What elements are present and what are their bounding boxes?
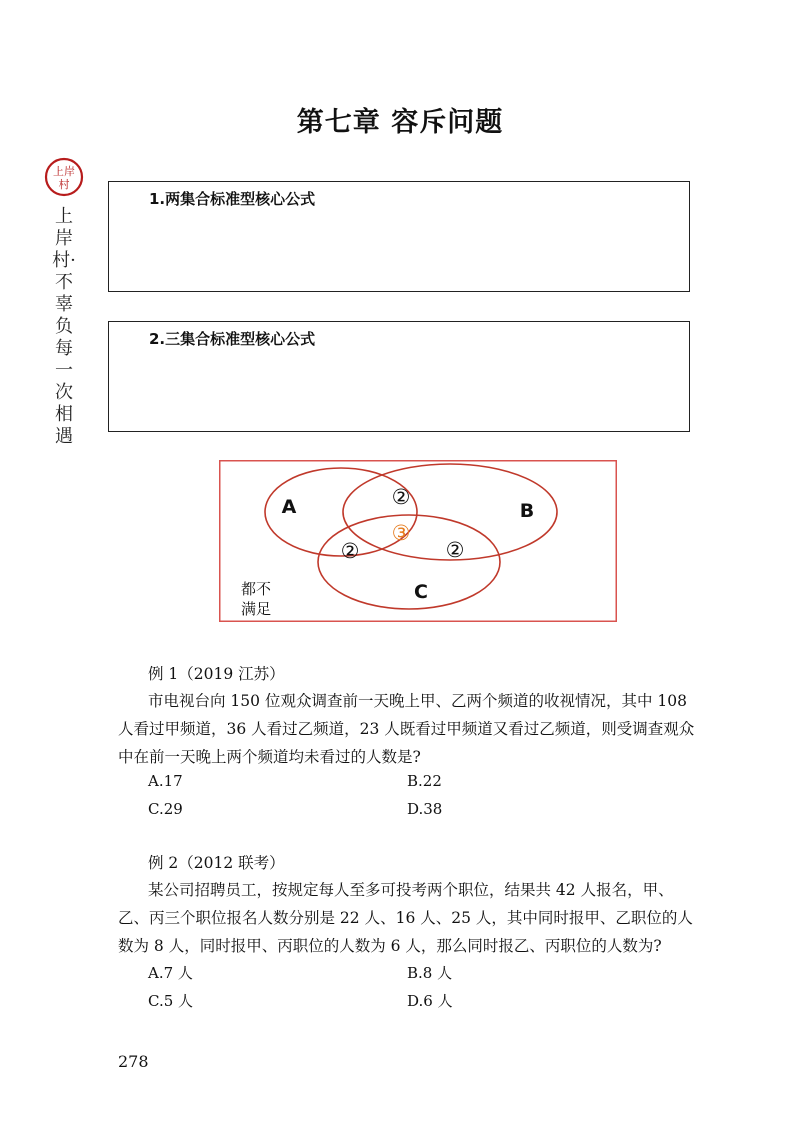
example-2-option-b: B.8 人 xyxy=(407,964,453,982)
example-1-option-c: C.29 xyxy=(148,800,183,818)
venn-outside-line1: 都不 xyxy=(241,580,272,598)
example-1-title: 例 1（2019 江苏） xyxy=(148,665,285,683)
formula-box-three-sets xyxy=(108,321,690,432)
example-2-option-a: A.7 人 xyxy=(148,964,193,982)
example-2-body: 某公司招聘员工，按规定每人至多可投考两个职位，结果共 42 人报名，甲、乙、丙三个职位报名人数分别是 22 人、16 人、25 人，其中同时报甲、乙职位的人数为 8 人，同时报甲、丙职位的人数为 6 人，那么同时报乙、丙职位的人数为? xyxy=(118,881,693,955)
venn-label-b: B xyxy=(519,500,535,522)
formula-box-two-sets xyxy=(108,181,690,292)
svg-text:上岸: 上岸 xyxy=(53,165,75,178)
side-slogan: 上岸村·不辜负每一次相遇 xyxy=(52,206,76,447)
chapter-title: 第七章 容斥问题 xyxy=(296,107,504,138)
venn-diagram xyxy=(219,460,617,622)
example-1-body: 市电视台向 150 位观众调查前一天晚上甲、乙两个频道的收视情况，其中 108 人看过甲频道，36 人看过乙频道，23 人既看过甲频道又看过乙频道，则受调查观众中在前一天晚上两个频道均未看过的人数是? xyxy=(118,692,695,766)
venn-label-c: C xyxy=(414,581,428,603)
venn-region-ab: ② xyxy=(391,485,411,509)
venn-region-bc: ② xyxy=(445,538,465,562)
example-1-option-b: B.22 xyxy=(407,772,442,790)
venn-outside-line2: 满足 xyxy=(241,600,272,618)
formula-box-label: 2.三集合标准型核心公式 xyxy=(149,330,316,348)
example-1-option-d: D.38 xyxy=(407,800,443,818)
formula-box-label: 1.两集合标准型核心公式 xyxy=(149,190,316,208)
seal-logo-icon xyxy=(44,157,84,197)
page-number: 278 xyxy=(118,1052,149,1071)
svg-text:村: 村 xyxy=(58,178,70,191)
example-2-option-d: D.6 人 xyxy=(407,992,453,1010)
venn-region-abc: ③ xyxy=(391,521,411,545)
example-2-option-c: C.5 人 xyxy=(148,992,194,1010)
venn-region-ac: ② xyxy=(340,539,360,563)
example-2-title: 例 2（2012 联考） xyxy=(148,854,285,872)
example-1-option-a: A.17 xyxy=(148,772,183,790)
venn-label-a: A xyxy=(281,496,297,518)
